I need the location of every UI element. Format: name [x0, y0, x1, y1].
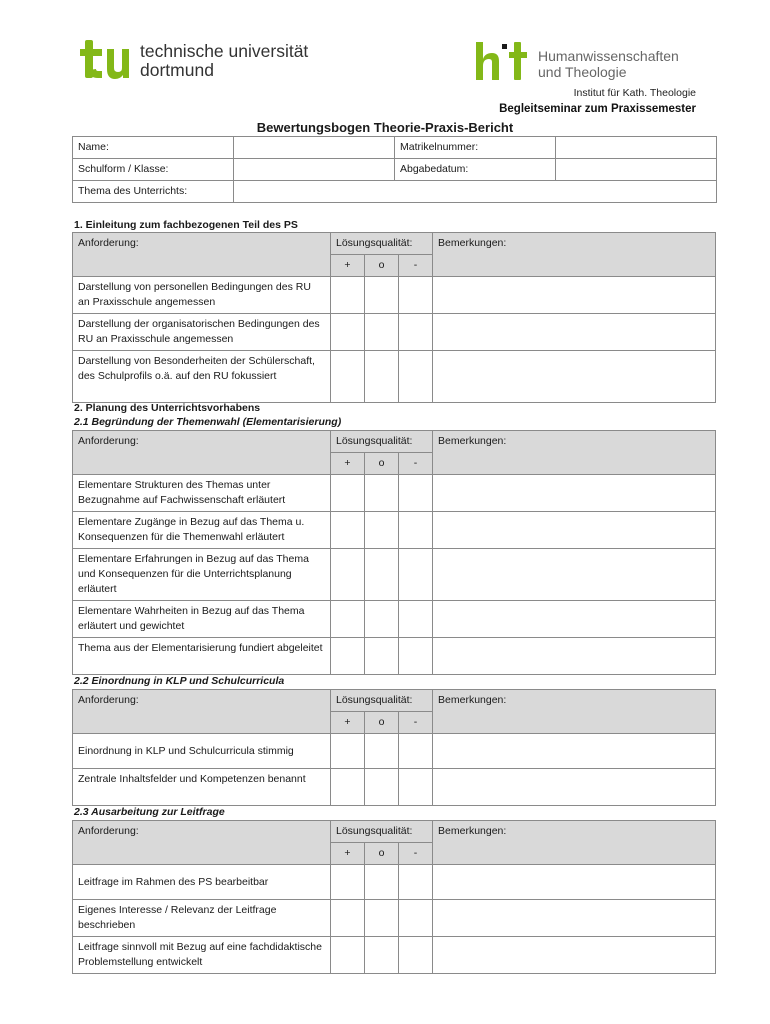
section-2-heading: 2. Planung des Unterrichtsvorhabens [74, 402, 261, 414]
col-anforderung: Anforderung: [73, 821, 331, 865]
rating-circle[interactable] [365, 314, 399, 351]
section-2-2-heading: 2.2 Einordnung in KLP und Schulcurricula [74, 675, 285, 687]
col-qualitaet: Lösungsqualität: [331, 233, 433, 255]
rating-minus[interactable] [399, 549, 433, 601]
section-2-2-table [72, 689, 716, 806]
remarks-cell[interactable] [433, 314, 716, 351]
remarks-cell[interactable] [433, 734, 716, 769]
info-table [72, 136, 717, 203]
remarks-cell[interactable] [433, 549, 716, 601]
table-row [73, 937, 716, 974]
table-row [73, 769, 716, 806]
rating-minus[interactable] [399, 277, 433, 314]
rating-minus[interactable] [399, 937, 433, 974]
table-row [73, 475, 716, 512]
remarks-cell[interactable] [433, 277, 716, 314]
col-qualitaet: Lösungsqualität: [331, 690, 433, 712]
table-row [73, 277, 716, 314]
criterion-text: Darstellung von personellen Bedingungen des RU an Praxisschule angemessen [73, 277, 331, 314]
tu-dortmund-logo [80, 40, 340, 84]
rating-circle[interactable] [365, 601, 399, 638]
rating-circle[interactable] [365, 351, 399, 403]
tu-logo-line1: technische universität [140, 41, 309, 61]
remarks-cell[interactable] [433, 937, 716, 974]
criterion-text: Elementare Strukturen des Themas unter Bezugnahme auf Fachwissenschaft erläutert [73, 475, 331, 512]
rating-minus[interactable] [399, 512, 433, 549]
col-qualitaet: Lösungsqualität: [331, 431, 433, 453]
section-1-heading: 1. Einleitung zum fachbezogenen Teil des PS [74, 219, 298, 231]
rating-minus[interactable] [399, 475, 433, 512]
rating-plus[interactable] [331, 601, 365, 638]
thema-field[interactable] [234, 181, 717, 203]
rating-circle[interactable] [365, 475, 399, 512]
rating-plus[interactable] [331, 638, 365, 675]
rating-plus[interactable] [331, 314, 365, 351]
remarks-cell[interactable] [433, 865, 716, 900]
rating-minus[interactable] [399, 601, 433, 638]
criterion-text: Thema aus der Elementarisierung fundiert abgeleitet [73, 638, 331, 675]
col-anforderung: Anforderung: [73, 233, 331, 277]
rating-circle[interactable] [365, 937, 399, 974]
col-minus: - [399, 453, 433, 475]
col-minus: - [399, 712, 433, 734]
col-circle: o [365, 453, 399, 475]
rating-plus[interactable] [331, 937, 365, 974]
matrikel-label: Matrikelnummer: [395, 137, 556, 159]
thema-label: Thema des Unterrichts: [73, 181, 234, 203]
table-row [73, 734, 716, 769]
col-minus: - [399, 255, 433, 277]
ht-logo [476, 42, 706, 84]
col-circle: o [365, 712, 399, 734]
tu-logo-icon [80, 40, 136, 80]
section-2-1-heading: 2.1 Begründung der Themenwahl (Elementarisierung) [74, 416, 342, 428]
table-row [73, 314, 716, 351]
remarks-cell[interactable] [433, 601, 716, 638]
rating-circle[interactable] [365, 900, 399, 937]
rating-circle[interactable] [365, 277, 399, 314]
col-bemerkungen: Bemerkungen: [433, 821, 716, 865]
criterion-text: Leitfrage sinnvoll mit Bezug auf eine fachdidaktische Problemstellung entwickelt [73, 937, 331, 974]
rating-circle[interactable] [365, 734, 399, 769]
ht-logo-line2: und Theologie [538, 64, 627, 80]
rating-circle[interactable] [365, 865, 399, 900]
remarks-cell[interactable] [433, 769, 716, 806]
col-circle: o [365, 843, 399, 865]
remarks-cell[interactable] [433, 900, 716, 937]
page-title: Bewertungsbogen Theorie-Praxis-Bericht [256, 120, 514, 135]
abgabe-field[interactable] [556, 159, 717, 181]
institute-label: Institut für Kath. Theologie [573, 87, 696, 99]
rating-minus[interactable] [399, 900, 433, 937]
section-1-table [72, 232, 716, 403]
rating-minus[interactable] [399, 769, 433, 806]
rating-plus[interactable] [331, 512, 365, 549]
col-bemerkungen: Bemerkungen: [433, 233, 716, 277]
col-bemerkungen: Bemerkungen: [433, 431, 716, 475]
rating-plus[interactable] [331, 277, 365, 314]
table-row [73, 638, 716, 675]
rating-plus[interactable] [331, 549, 365, 601]
col-plus: + [331, 453, 365, 475]
matrikel-field[interactable] [556, 137, 717, 159]
criterion-text: Darstellung der organisatorischen Bedingungen des RU an Praxisschule angemessen [73, 314, 331, 351]
rating-circle[interactable] [365, 638, 399, 675]
col-plus: + [331, 843, 365, 865]
ht-logo-line1: Humanwissenschaften [538, 48, 679, 64]
rating-circle[interactable] [365, 512, 399, 549]
col-circle: o [365, 255, 399, 277]
col-plus: + [331, 712, 365, 734]
criterion-text: Elementare Zugänge in Bezug auf das Thema u. Konsequenzen für die Themenwahl erläutert [73, 512, 331, 549]
criterion-text: Leitfrage im Rahmen des PS bearbeitbar [73, 865, 331, 900]
rating-plus[interactable] [331, 475, 365, 512]
rating-minus[interactable] [399, 638, 433, 675]
criterion-text: Elementare Wahrheiten in Bezug auf das Thema erläutert und gewichtet [73, 601, 331, 638]
rating-minus[interactable] [399, 314, 433, 351]
rating-plus[interactable] [331, 734, 365, 769]
abgabe-label: Abgabedatum: [395, 159, 556, 181]
table-row [73, 900, 716, 937]
table-row [73, 549, 716, 601]
criterion-text: Zentrale Inhaltsfelder und Kompetenzen benannt [73, 769, 331, 806]
criterion-text: Einordnung in KLP und Schulcurricula stimmig [73, 734, 331, 769]
remarks-cell[interactable] [433, 475, 716, 512]
remarks-cell[interactable] [433, 351, 716, 403]
col-qualitaet: Lösungsqualität: [331, 821, 433, 843]
criterion-text: Eigenes Interesse / Relevanz der Leitfrage beschrieben [73, 900, 331, 937]
table-row [73, 865, 716, 900]
criterion-text: Darstellung von Besonderheiten der Schülerschaft, des Schulprofils o.ä. auf den RU fokussiert [73, 351, 331, 403]
rating-plus[interactable] [331, 351, 365, 403]
rating-plus[interactable] [331, 769, 365, 806]
tu-logo-line2: dortmund [140, 60, 214, 80]
rating-plus[interactable] [331, 900, 365, 937]
rating-circle[interactable] [365, 549, 399, 601]
table-row [73, 601, 716, 638]
col-anforderung: Anforderung: [73, 431, 331, 475]
ht-logo-icon [476, 42, 532, 82]
col-minus: - [399, 843, 433, 865]
col-bemerkungen: Bemerkungen: [433, 690, 716, 734]
section-2-3-heading: 2.3 Ausarbeitung zur Leitfrage [74, 806, 225, 818]
table-row [73, 351, 716, 403]
col-anforderung: Anforderung: [73, 690, 331, 734]
rating-minus[interactable] [399, 351, 433, 403]
rating-plus[interactable] [331, 865, 365, 900]
section-2-3-table [72, 820, 716, 974]
name-label: Name: [73, 137, 234, 159]
schulform-field[interactable] [234, 159, 395, 181]
criterion-text: Elementare Erfahrungen in Bezug auf das Thema und Konsequenzen für die Unterrichtsplanung erläutert [73, 549, 331, 601]
seminar-label: Begleitseminar zum Praxissemester [499, 103, 696, 115]
remarks-cell[interactable] [433, 638, 716, 675]
schulform-label: Schulform / Klasse: [73, 159, 234, 181]
rating-circle[interactable] [365, 769, 399, 806]
rating-minus[interactable] [399, 865, 433, 900]
col-plus: + [331, 255, 365, 277]
table-row [73, 512, 716, 549]
name-field[interactable] [234, 137, 395, 159]
remarks-cell[interactable] [433, 512, 716, 549]
rating-minus[interactable] [399, 734, 433, 769]
section-2-1-table [72, 430, 716, 675]
